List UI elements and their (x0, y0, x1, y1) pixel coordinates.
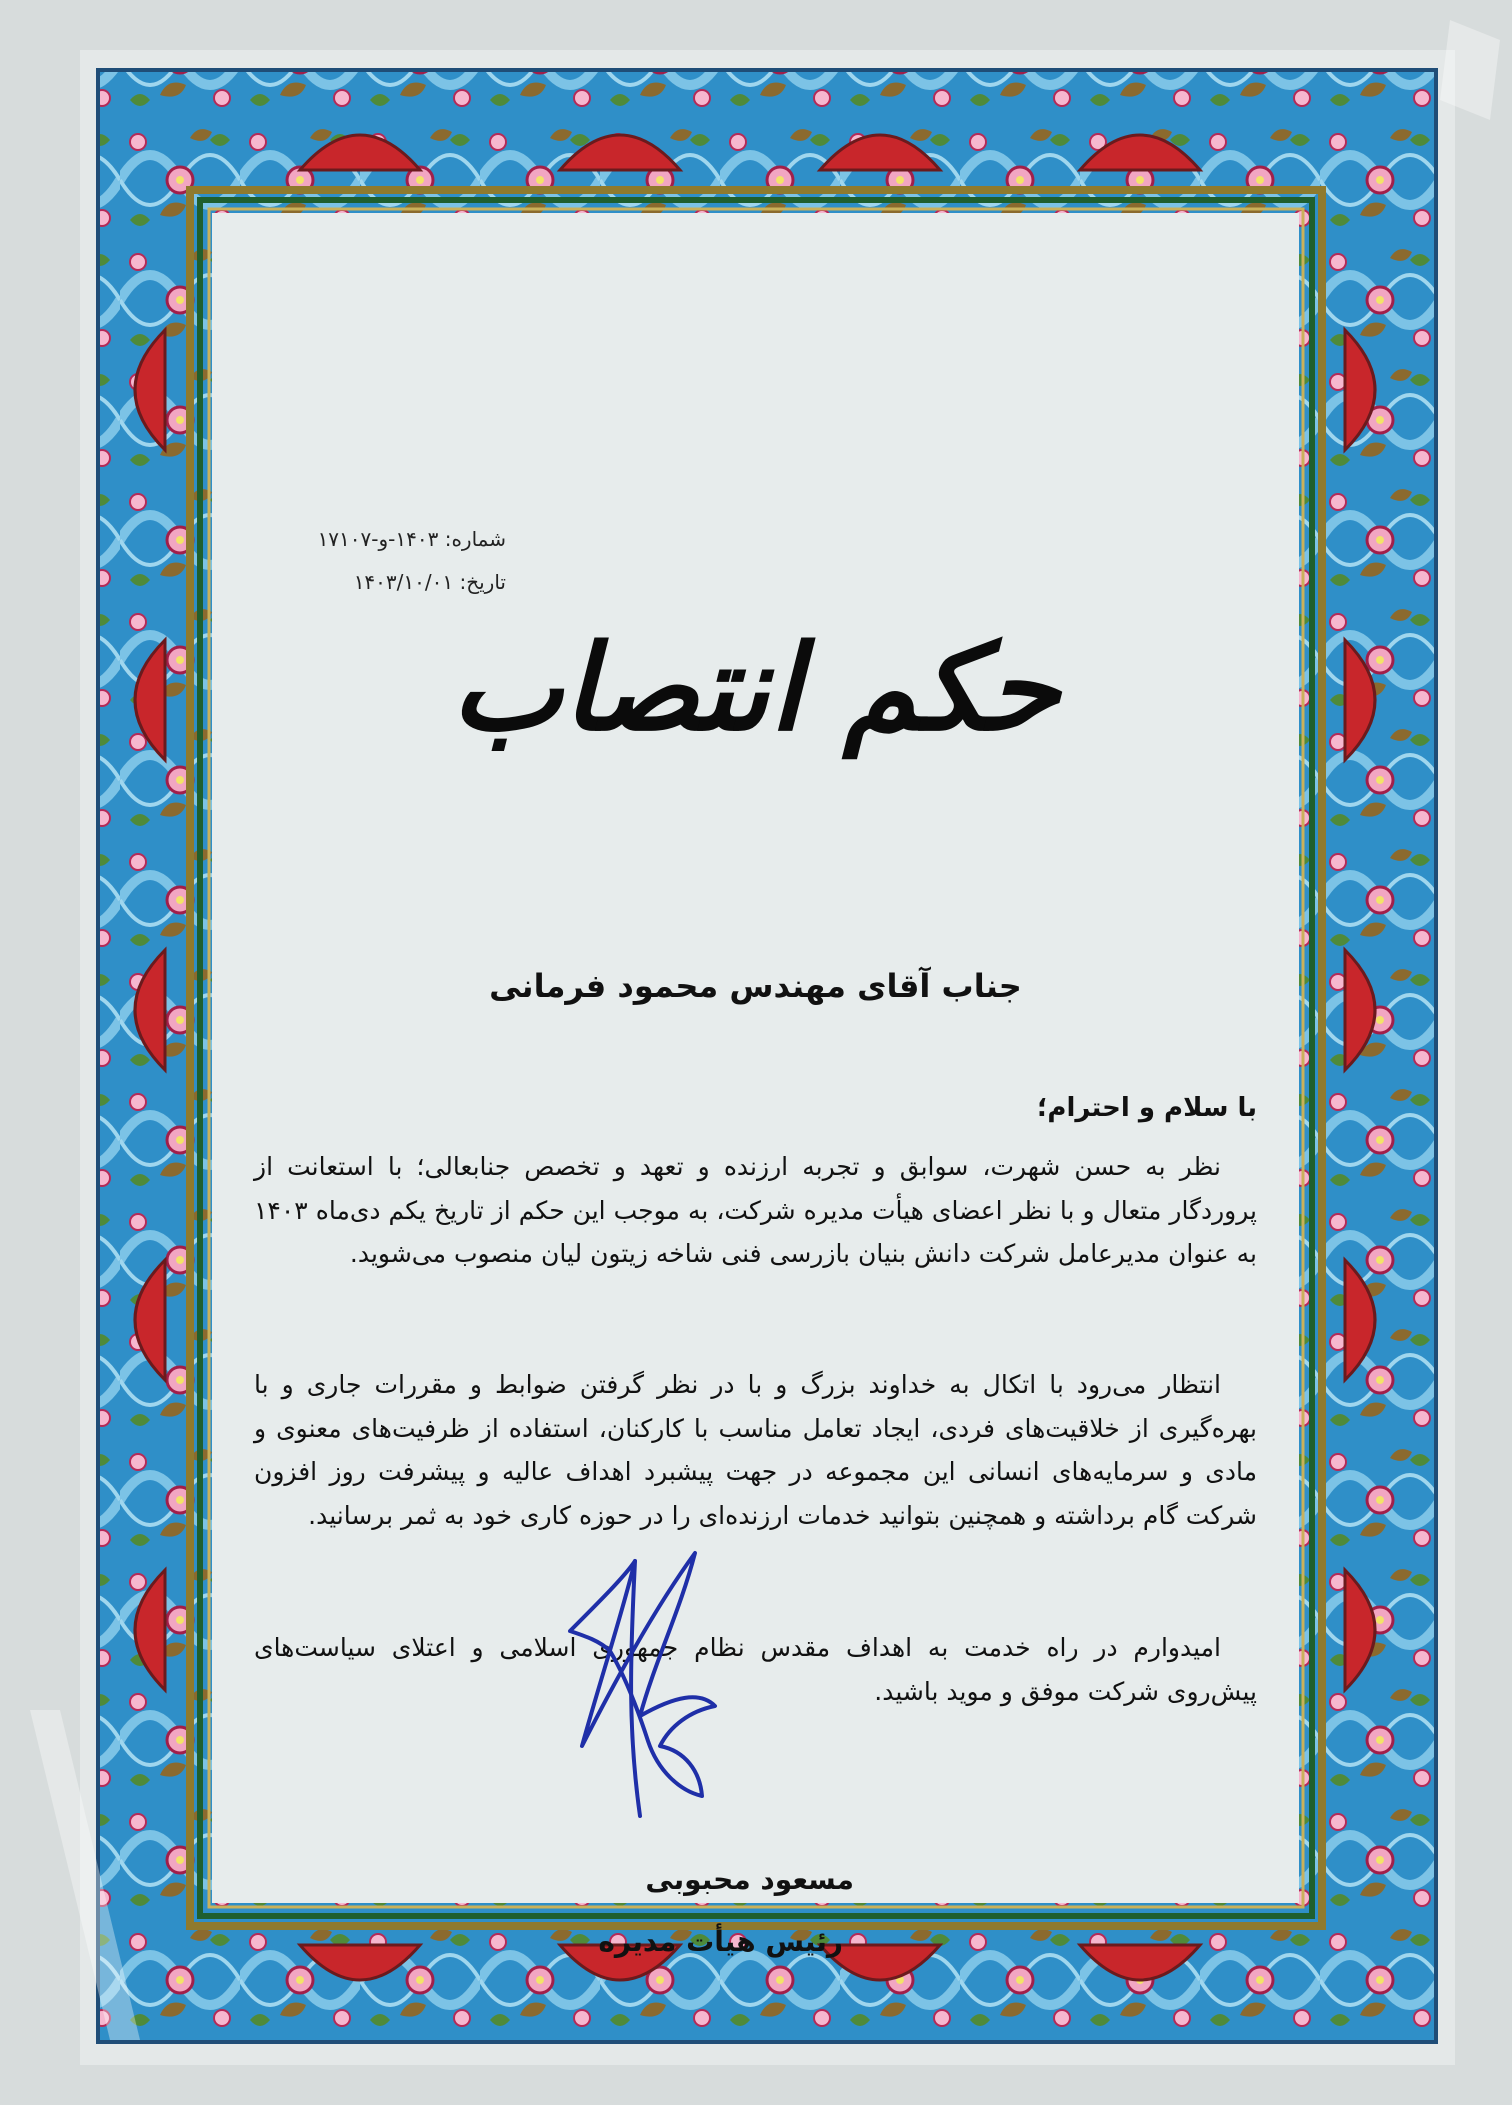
signer-name: مسعود محبوبی (645, 1863, 854, 1896)
document-body (212, 213, 1299, 1958)
signer-title: رئیس هیأت مدیره (598, 1925, 843, 1958)
page-title: حکم انتصاب (451, 618, 1060, 757)
signature (530, 1541, 770, 1836)
greeting: با سلام و احترام؛ (1036, 1093, 1257, 1123)
body-paragraph: انتظار می‌رود با اتکال به خداوند بزرگ و با در نظر گرفتن ضوابط و مقررات جاری و با بهره‌گیری از خلاقیت‌های فردی، ایجاد تعامل مناسب با کارکنان، استفاده از ظرفیت‌های معنوی و مادی و سرمایه‌های انسانی این مجموعه در جهت پیشبرد اهداف عالیه و پیشرفت روز افزون شرکت گام برداشته و همچنین بتوانید خدمات ارزنده‌ای را در حوزه کاری خود به ثمر برسانید. (254, 1370, 1257, 1530)
body-paragraph: امیدوارم در راه خدمت به اهداف مقدس نظام جمهوری اسلامی و اعتلای سیاست‌های پیش‌روی شرکت موفق و موید باشید. (254, 1633, 1257, 1706)
recipient-name: جناب آقای مهندس محمود فرمانی (489, 967, 1022, 1005)
body-paragraph: نظر به حسن شهرت، سوابق و تجربه ارزنده و تعهد و تخصص جنابعالی؛ با استعانت از پروردگار متعال و با نظر اعضای هیأت مدیره شرکت، به موجب این حکم از تاریخ یکم دی‌ماه ۱۴۰۳ به عنوان مدیرعامل شرکت دانش بنیان بازرسی فنی شاخه زیتون لیان منصوب می‌شوید. (254, 1152, 1257, 1268)
document-number: شماره: ۱۴۰۳-و-۱۷۱۰۷ (317, 527, 506, 551)
document-date: تاریخ: ۱۴۰۳/۱۰/۰۱ (353, 570, 506, 594)
